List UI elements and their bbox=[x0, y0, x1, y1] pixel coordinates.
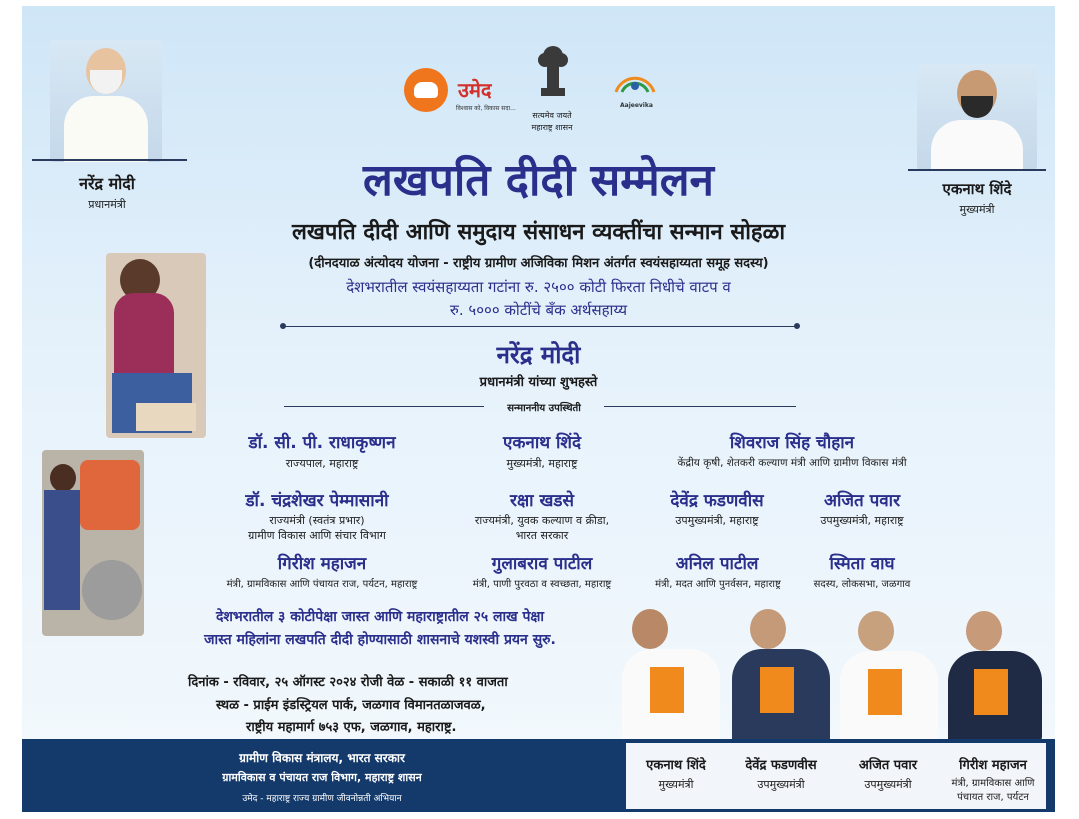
dignitary-name: अनिल पाटील bbox=[675, 554, 759, 574]
cm-name: एकनाथ शिंदे bbox=[942, 180, 1012, 198]
dignitary-role: मंत्री, पाणी पुरवठा व स्वच्छता, महाराष्ट्र bbox=[472, 579, 612, 590]
bottom-person-role: मुख्यमंत्री bbox=[658, 778, 694, 791]
bottom-person-name: एकनाथ शिंदे bbox=[646, 758, 706, 773]
goal-line-2: जास्त महिलांना लखपति दीदी होण्यासाठी शासनाचे यशस्वी प्रयन सुरु. bbox=[204, 632, 556, 648]
divider-left bbox=[284, 406, 484, 407]
dignitary-name: एकनाथ शिंदे bbox=[502, 433, 582, 453]
pm-portrait bbox=[50, 40, 162, 162]
pm-name: नरेंद्र मोदी bbox=[79, 174, 135, 193]
chief-guest-role: प्रधानमंत्री यांच्या शुभहस्ते bbox=[479, 375, 598, 390]
dignitary-role: राज्यपाल, महाराष्ट्र bbox=[285, 457, 359, 470]
umed-tagline: विश्वास को, विकास सदा... bbox=[456, 105, 516, 112]
date-line: दिनांक - रविवार, २५ ऑगस्ट २०२४ रोजी वेळ - सकाळी ११ वाजता bbox=[188, 675, 508, 690]
footer-line-1: ग्रामीण विकास मंत्रालय, भारत सरकार bbox=[239, 751, 405, 765]
dignitary-name: डॉ. चंद्रशेखर पेम्मासानी bbox=[245, 491, 389, 511]
bottom-person-name: देवेंद्र फडणवीस bbox=[745, 758, 817, 773]
scheme-line: (दीनदयाळ अंत्योदय योजना - राष्ट्रीय ग्रामीण अजिविका मिशन अंतर्गत स्वयंसहाय्यता समूह सदस्य) bbox=[308, 256, 769, 271]
dignitary-name: देवेंद्र फडणवीस bbox=[670, 491, 764, 511]
dignitary-role-2: ग्रामीण विकास आणि संचार विभाग bbox=[248, 529, 386, 542]
event-title: लखपति दीदी सम्मेलन bbox=[363, 155, 714, 206]
emblem-sub: महाराष्ट्र शासन bbox=[531, 123, 573, 132]
divider-top-dot-left bbox=[280, 323, 286, 329]
divider-right bbox=[604, 406, 796, 407]
venue-line-2: राष्ट्रीय महामार्ग ७५३ एफ, जळगाव, महाराष्ट्र. bbox=[246, 720, 457, 735]
dignitary-role: उपमुख्यमंत्री, महाराष्ट्र bbox=[820, 514, 904, 527]
bottom-names-panel bbox=[626, 743, 1046, 809]
umed-logo-text: उमेद bbox=[458, 78, 492, 102]
dignitary-name: रक्षा खडसे bbox=[510, 491, 574, 511]
dignitary-name: अजित पवार bbox=[823, 491, 901, 511]
emblem-motto: सत्यमेव जयते bbox=[532, 111, 572, 120]
dignitary-name: स्मिता वाघ bbox=[829, 554, 895, 574]
dignitary-role: उपमुख्यमंत्री, महाराष्ट्र bbox=[675, 514, 759, 527]
ajeevika-logo bbox=[610, 68, 660, 98]
dignitary-role: मुख्यमंत्री, महाराष्ट्र bbox=[506, 457, 578, 470]
divider-top bbox=[284, 326, 796, 327]
dignitary-name: शिवराज सिंह चौहान bbox=[729, 433, 855, 453]
dignitary-name: गुलाबराव पाटील bbox=[491, 554, 593, 574]
dignitary-role: राज्यमंत्री, युवक कल्याण व क्रीडा, bbox=[474, 514, 610, 527]
bottom-person-role: उपमुख्यमंत्री bbox=[864, 778, 912, 791]
event-subtitle: लखपति दीदी आणि समुदाय संसाधन व्यक्तींचा सन्मान सोहळा bbox=[291, 220, 786, 245]
bottom-person-role: उपमुख्यमंत्री bbox=[757, 778, 805, 791]
dignitary-role: मंत्री, ग्रामविकास आणि पंचायत राज, पर्यटन, महाराष्ट्र bbox=[226, 579, 418, 590]
bottom-person-role-2: पंचायत राज, पर्यटन bbox=[957, 792, 1029, 803]
bottom-person-name: गिरीश महाजन bbox=[959, 758, 1027, 773]
dignitaries-heading: सन्माननीय उपस्थिती bbox=[507, 403, 581, 414]
dignitary-role-2: भारत सरकार bbox=[515, 529, 569, 542]
artisan-photo bbox=[106, 253, 206, 438]
kitchen-photo bbox=[42, 450, 144, 636]
cm-role: मुख्यमंत्री bbox=[959, 203, 995, 216]
dignitary-name: डॉ. सी. पी. राधाकृष्णन bbox=[248, 433, 396, 453]
goal-line-1: देशभरातील ३ कोटीपेक्षा जास्त आणि महाराष्ट्रातील २५ लाख पेक्षा bbox=[215, 609, 545, 625]
dignitary-role: राज्यमंत्री (स्वतंत्र प्रभार) bbox=[269, 514, 365, 527]
leaders-group-photo bbox=[622, 601, 1042, 741]
bottom-person-name: अजित पवार bbox=[858, 758, 918, 773]
umed-hand-logo bbox=[404, 68, 448, 112]
state-emblem bbox=[535, 34, 571, 106]
dignitary-role: सदस्य, लोकसभा, जळगाव bbox=[813, 579, 911, 590]
funds-line-1: देशभरातील स्वयंसहाय्यता गटांना रु. २५०० कोटी फिरता निधीचे वाटप व bbox=[346, 278, 731, 296]
chief-guest-name: नरेंद्र मोदी bbox=[496, 341, 581, 369]
divider-top-dot-right bbox=[794, 323, 800, 329]
event-poster bbox=[22, 6, 1055, 812]
footer-line-2: ग्रामविकास व पंचायत राज विभाग, महाराष्ट्र शासन bbox=[222, 771, 422, 784]
dignitary-name: गिरीश महाजन bbox=[277, 554, 367, 574]
dignitary-role: मंत्री, मदत आणि पुनर्वसन, महाराष्ट्र bbox=[655, 579, 781, 590]
bottom-person-role: मंत्री, ग्रामविकास आणि bbox=[951, 778, 1035, 789]
ajeevika-text: Aajeevika bbox=[620, 102, 653, 109]
venue-line-1: स्थळ - प्राईम इंडस्ट्रियल पार्क, जळगाव विमानतळाजवळ, bbox=[216, 698, 486, 713]
funds-line-2: रु. ५००० कोटींचे बँक अर्थसहाय्य bbox=[449, 301, 628, 319]
pm-role: प्रधानमंत्री bbox=[88, 198, 126, 211]
footer-line-3: उमेद - महाराष्ट्र राज्य ग्रामीण जीवनोन्नती अभियान bbox=[242, 794, 402, 804]
dignitary-role: केंद्रीय कृषी, शेतकरी कल्याण मंत्री आणि ग्रामीण विकास मंत्री bbox=[677, 457, 907, 469]
